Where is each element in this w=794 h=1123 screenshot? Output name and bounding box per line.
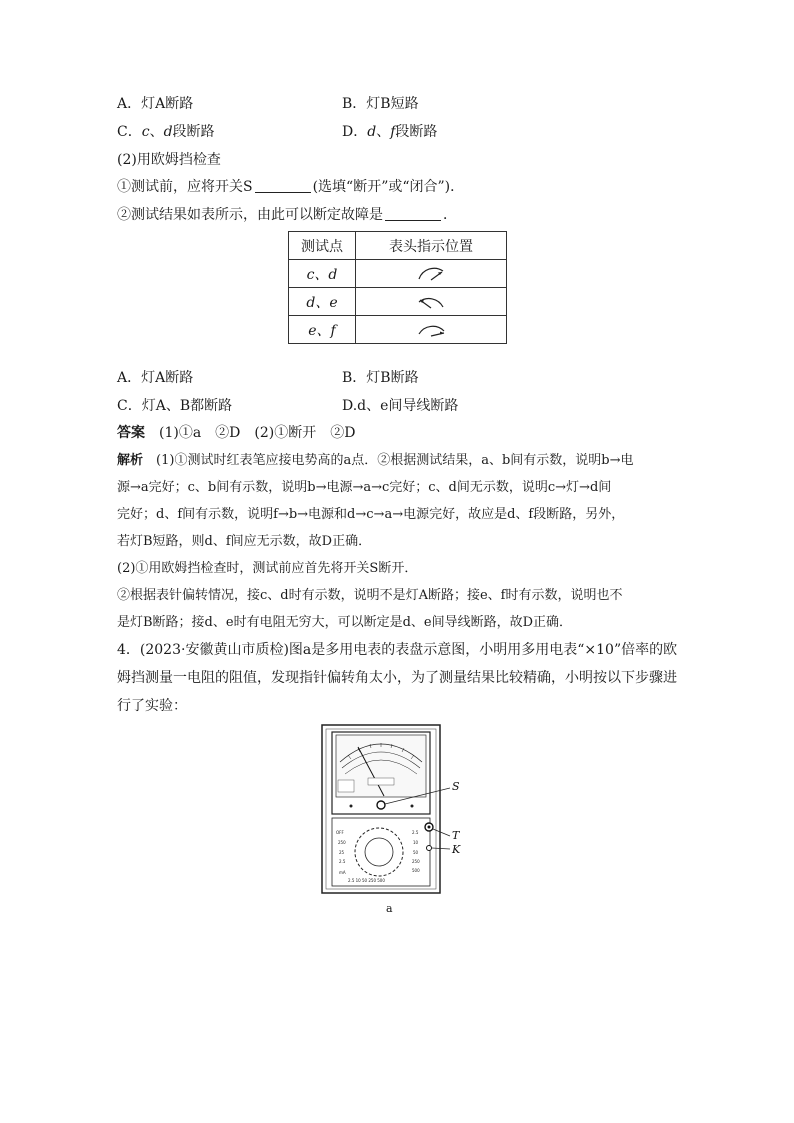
- svg-text:2.5 10 50 250 500: 2.5 10 50 250 500: [348, 878, 385, 883]
- q3-option-c: C．c、d段断路: [117, 124, 215, 140]
- figure-label-s: S: [452, 780, 460, 793]
- q3-option-a: A．灯A断路: [117, 96, 194, 112]
- q3-part2-option-d: D.d、e间导线断路: [342, 398, 459, 414]
- table-cell-point: e、f: [289, 316, 356, 344]
- meter-arc-icon: [411, 290, 451, 310]
- table-header: 表头指示位置: [356, 232, 507, 260]
- analysis-line: 是灯B断路；接d、e时有电阻无穷大，可以断定是d、e间导线断路，故D正确．: [117, 615, 573, 630]
- svg-text:500: 500: [412, 868, 420, 873]
- svg-text:250: 250: [338, 840, 346, 845]
- svg-text:OFF: OFF: [336, 830, 344, 835]
- analysis-line: 若灯B短路，则d、f间应无示数，故D正确．: [117, 534, 372, 549]
- figure-caption: a: [386, 902, 393, 915]
- table-cell-point: c、d: [289, 260, 356, 288]
- svg-text:50: 50: [413, 850, 419, 855]
- q3-option-d: D．d、f段断路: [342, 124, 438, 140]
- q4-stem-line: 4．(2023·安徽黄山市质检)图a是多用电表的表盘示意图，小明用多用电表“×10”倍率的欧: [117, 642, 678, 658]
- answer-blank: [255, 178, 311, 193]
- table-cell-indicator: [356, 288, 507, 316]
- step1-text: ①测试前，应将开关S (选填“断开”或“闭合”)．: [117, 179, 465, 195]
- table-header: 测试点: [289, 232, 356, 260]
- svg-text:2.5: 2.5: [412, 830, 419, 835]
- answer-blank: [385, 206, 441, 221]
- q3-part2-option-b: B．灯B断路: [342, 370, 419, 386]
- part2-title: (2)用欧姆挡检查: [117, 152, 221, 168]
- table-cell-indicator: [356, 316, 507, 344]
- svg-text:250: 250: [412, 859, 420, 864]
- analysis-line: 源→a完好；c、b间有示数，说明b→电源→a→c完好；c、d间无示数，说明c→灯→d间: [117, 480, 612, 495]
- q4-stem-line: 行了实验：: [117, 698, 187, 714]
- q3-part2-option-a: A．灯A断路: [117, 370, 194, 386]
- meter-arc-icon: [411, 262, 451, 282]
- svg-text:2.5: 2.5: [339, 859, 346, 864]
- analysis-line: 完好；d、f间有示数，说明f→b→电源和d→c→a→电源完好，故应是d、f段断路，另外，: [117, 507, 625, 522]
- svg-text:10: 10: [413, 840, 419, 845]
- figure-label-t: T: [452, 829, 460, 842]
- multimeter-figure: [318, 722, 468, 898]
- result-table: [288, 231, 507, 344]
- answer-line: 答案 (1)①a ②D (2)①断开 ②D: [117, 425, 356, 441]
- figure-label-k: K: [452, 843, 461, 856]
- q4-stem-line: 姆挡测量一电阻的阻值，发现指针偏转角太小，为了测量结果比较精确，小明按以下步骤进: [117, 670, 677, 686]
- table-cell-indicator: [356, 260, 507, 288]
- table-cell-point: d、e: [289, 288, 356, 316]
- svg-text:25: 25: [339, 850, 345, 855]
- analysis-line: 解析 (1)①测试时红表笔应接电势高的a点．②根据测试结果，a、b间有示数，说明b→电: [117, 453, 634, 468]
- analysis-line: (2)①用欧姆挡检查时，测试前应首先将开关S断开．: [117, 561, 418, 576]
- svg-text:mA: mA: [339, 870, 346, 875]
- q3-part2-option-c: C．灯A、B都断路: [117, 398, 233, 414]
- q3-option-b: B．灯B短路: [342, 96, 419, 112]
- meter-arc-icon: [411, 318, 451, 338]
- analysis-line: ②根据表针偏转情况，接c、d时有示数，说明不是灯A断路；接e、f时有示数，说明也不: [117, 588, 623, 603]
- step2-text: ②测试结果如表所示，由此可以断定故障是 ．: [117, 207, 457, 223]
